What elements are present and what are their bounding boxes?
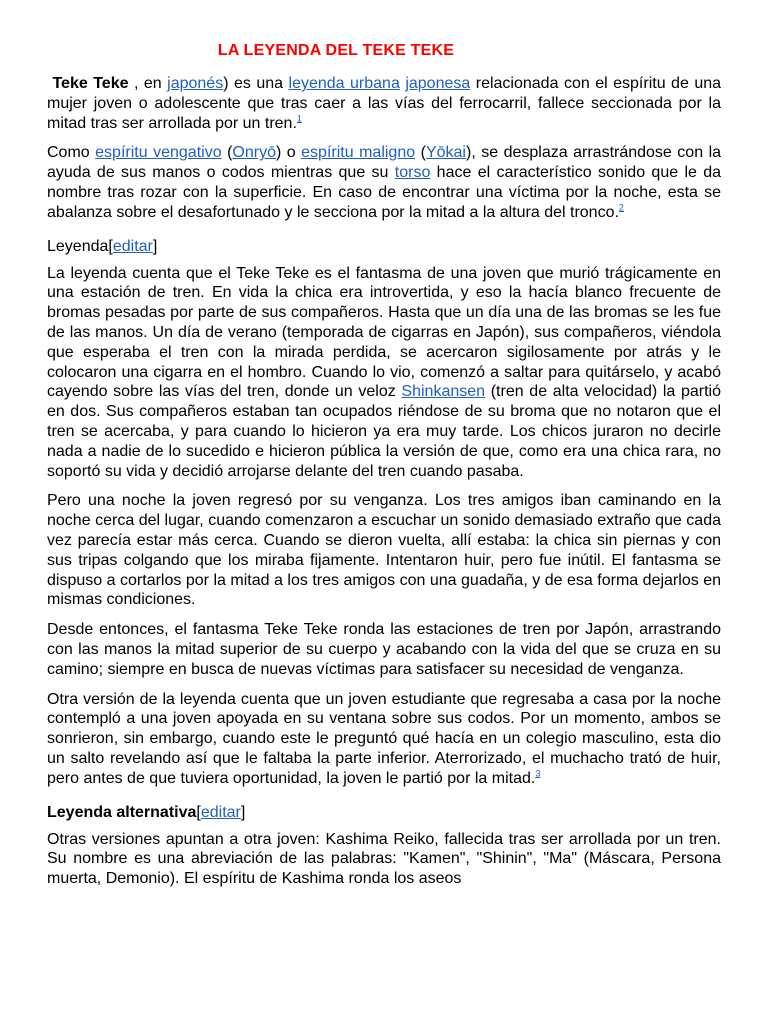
edit-link-leyenda-alternativa[interactable]: editar [200, 803, 241, 821]
reference-1-link[interactable]: 1 [296, 113, 302, 124]
text-run: ), se desplaza arrastrándose con la ayuda de sus manos o codos mientras que su [47, 144, 722, 182]
intro-paragraph [47, 74, 721, 133]
link-leyenda-urbana[interactable]: leyenda urbana [288, 75, 400, 92]
document-body [47, 74, 721, 899]
section-heading-leyenda-alternativa [47, 803, 721, 822]
text-run: hace el característico sonido que le da nombre tras rozar con la superficie. En caso de encontrar una víctima por la noche, esta se abalanza sobre el desafortunado y le secciona por la mitad a la altura del tronco. [47, 164, 722, 221]
section-heading-text: Leyenda alternativa [47, 803, 197, 821]
text-run: Otra versión de la leyenda cuenta que un joven estudiante que regresaba a casa por la noche contempló a una joven apoyada en su ventana sobre sus codos. Por un momento, ambos se sonrieron, sin embargo, cuando este le preguntó qué hacía en un colegio masculino, esta dio un salto revelando así que le faltaba la parte inferior. Aterrorizado, el muchacho trató de huir, pero antes de que tuviera oportunidad, la joven le partió por la mitad. [47, 690, 721, 787]
paragraph-revenge: Pero una noche la joven regresó por su venganza. Los tres amigos iban caminando en la noche cerca del lugar, cuando comenzaron a escuchar un sonido demasiado extraño que cada vez parecía estar más cerca. Cuando se dieron vuelta, allí estaba: la chica sin piernas y con sus tripas colgando que los miraba fijamente. Intentaron huir, pero fue inútil. El fantasma se dispuso a cortarlos por la mitad a los tres amigos con una guadaña, y de esa forma dejarlos en mismas condiciones. [47, 492, 721, 609]
text-run: , en [128, 75, 168, 92]
document-title: LA LEYENDA DEL TEKE TEKE [217, 42, 455, 59]
paragraph-since-then: Desde entonces, el fantasma Teke Teke ronda las estaciones de tren por Japón, arrastrando con las manos la mitad superior de su cuerpo y acabando con la vida del que se cruza en su camino; siempre en busca de nuevas víctimas para satisfacer su necesidad de venganza. [47, 621, 721, 678]
bracket: ] [152, 237, 158, 255]
paragraph-legend-story [47, 264, 721, 482]
bracket: [ [108, 237, 113, 255]
paragraph-other-version [47, 690, 721, 789]
edit-link-leyenda[interactable]: editar [112, 237, 153, 255]
link-japones[interactable]: japonés [167, 75, 224, 92]
paragraph-kashima-reiko: Otras versiones apuntan a otra joven: Kashima Reiko, fallecida tras ser arrollada por un tren. Su nombre es una abreviación de las palabras: "Kamen", "Shinin", "Ma" (Máscara, Persona muerta, Demonio). El espíritu de Kashima ronda los aseos [47, 830, 721, 888]
link-yokai[interactable]: Yōkai [425, 144, 466, 162]
text-run: Como [47, 144, 96, 162]
text-run: ( [221, 144, 233, 162]
link-onryo[interactable]: Onryō [232, 144, 276, 162]
text-run: ( [415, 144, 426, 162]
text-run: (tren de alta velocidad) la partió en dos. Sus compañeros estaban tan ocupados riéndose de su broma que no notaron que el tren se acercaba, y para cuando lo hicieron ya era muy tarde. Los chicos juraron no decirle nada a nadie de lo sucedido e hicieron pública la versión de que, como era una chica rara, no soportó su vida y decidió arrojarse delante del tren cuando pasaba. [47, 383, 722, 480]
link-shinkansen[interactable]: Shinkansen [401, 383, 486, 401]
text-run: relacionada con el espíritu de una mujer joven o adolescente que tras caer a las vías del ferrocarril, fallece seccionada por la mitad tras ser arrollada por un tren. [47, 75, 722, 132]
text-run: ) es una [223, 75, 289, 92]
term-teke-teke: Teke Teke [52, 75, 129, 92]
bracket: [ [196, 803, 201, 821]
link-torso[interactable]: torso [394, 164, 431, 182]
section-heading-text: Leyenda [47, 237, 109, 255]
section-heading-leyenda [47, 237, 721, 256]
bracket: ] [240, 803, 246, 821]
reference-2-link[interactable]: 2 [618, 202, 624, 213]
text-run: ) o [275, 144, 302, 162]
text-run: La leyenda cuenta que el Teke Teke es el fantasma de una joven que murió trágicamente en una estación de tren. En vida la chica era introvertida, y eso la hacía blanco frecuente de bromas pesadas por parte de sus compañeros. Hasta que un día una de las bromas se les fue de las manos. Un día de verano (temporada de cigarras en Japón), sus compañeros, viéndola que esperaba el tren con la mirada perdida, se acercaron sigilosamente por atrás y le colocaron una cigarra en el hombro. Cuando lo vio, comenzó a saltar para quitárselo, y acabó cayendo sobre las vías del tren, donde un veloz [47, 264, 721, 401]
link-japonesa[interactable]: japonesa [405, 75, 471, 92]
paragraph-spirit [47, 143, 721, 222]
link-espiritu-vengativo[interactable]: espíritu vengativo [95, 144, 222, 162]
link-espiritu-maligno[interactable]: espíritu maligno [301, 144, 416, 162]
reference-3-link[interactable]: 3 [535, 768, 541, 779]
